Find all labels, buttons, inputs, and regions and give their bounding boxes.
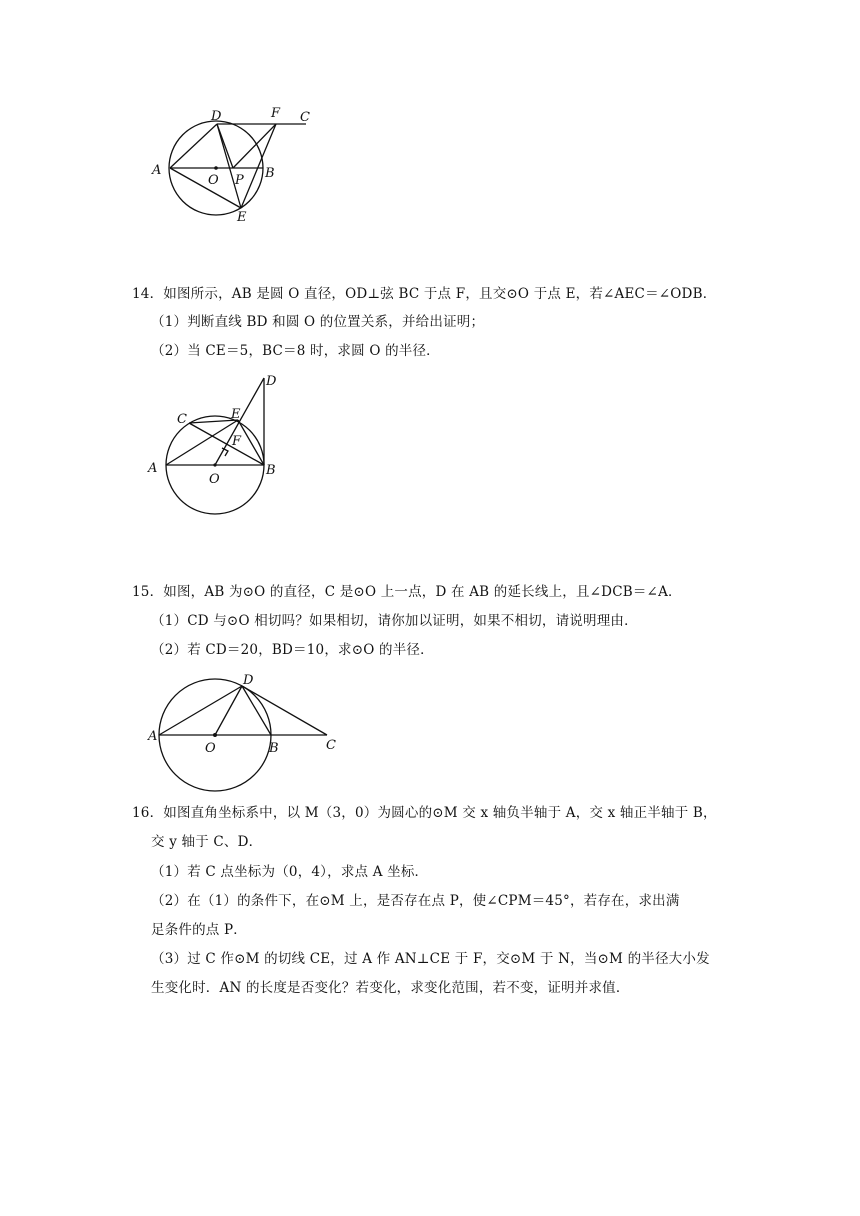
label-o: O [205, 741, 216, 756]
label-c: C [326, 738, 336, 753]
q16-part-2-line-2: 足条件的点 P． [151, 922, 247, 938]
label-b: B [266, 463, 276, 478]
q16-part-2-line-1: （2）在（1）的条件下，在⊙M 上，是否存在点 P，使∠CPM＝45°，若存在，求出满 [151, 893, 680, 909]
q15-part-2: （2）若 CD＝20，BD＝10，求⊙O 的半径． [151, 642, 434, 658]
q16-part-3-line-1: （3）过 C 作⊙M 的切线 CE，过 A 作 AN⊥CE 于 F，交⊙M 于 N，当⊙M 的半径大小发 [151, 951, 710, 967]
q14-part-1: （1）判断直线 BD 和圆 O 的位置关系，并给出证明； [151, 314, 485, 330]
q16-stem-line-2: 交 y 轴于 C、D． [151, 834, 263, 850]
label-d: D [243, 673, 254, 688]
label-d: D [266, 374, 277, 389]
q16-stem-line-1: 16．如图直角坐标系中，以 M（3，0）为圆心的⊙M 交 x 轴负半轴于 A，交 x 轴正半轴于 B， [132, 805, 717, 821]
center-point-o [213, 463, 216, 466]
label-b: B [265, 166, 275, 181]
label-c: C [177, 412, 187, 427]
figure-q14 [140, 368, 300, 528]
label-e: E [237, 210, 247, 225]
line-fp [233, 124, 276, 168]
label-e: E [231, 407, 241, 422]
label-o: O [209, 472, 220, 487]
q14-part-2: （2）当 CE＝5，BC＝8 时，求圆 O 的半径． [151, 343, 440, 359]
label-f: F [271, 106, 281, 121]
line-dc [242, 686, 327, 735]
label-d: D [211, 109, 222, 124]
label-p: P [235, 173, 244, 188]
label-a: A [148, 461, 158, 476]
label-f: F [232, 434, 242, 449]
label-c: C [300, 110, 310, 125]
figure-q15 [140, 668, 350, 798]
line-ae [170, 168, 241, 208]
line-dp [217, 124, 233, 168]
figure-q13-svg [140, 100, 340, 230]
figure-q13 [140, 100, 340, 230]
line-ad [159, 686, 242, 735]
center-point-o [214, 166, 218, 170]
q16-part-3-line-2: 生变化时．AN 的长度是否变化？若变化，求变化范围，若不变，证明并求值． [151, 980, 630, 996]
line-ad [170, 124, 217, 168]
label-a: A [148, 729, 158, 744]
line-bd [242, 686, 271, 735]
label-o: O [208, 173, 219, 188]
center-point-o [213, 733, 217, 737]
figure-q14-svg [140, 368, 300, 528]
q14-stem: 14．如图所示，AB 是圆 O 直径，OD⊥弦 BC 于点 F，且交⊙O 于点 E，若∠AEC＝∠ODB． [132, 286, 717, 302]
label-b: B [269, 741, 279, 756]
figure-q15-svg [140, 668, 350, 798]
line-de [217, 124, 241, 208]
label-a: A [152, 163, 162, 178]
q16-part-1: （1）若 C 点坐标为（0，4），求点 A 坐标． [151, 864, 429, 880]
q15-stem: 15．如图，AB 为⊙O 的直径，C 是⊙O 上一点，D 在 AB 的延长线上，且∠DCB＝∠A． [132, 584, 682, 600]
q15-part-1: （1）CD 与⊙O 相切吗？如果相切，请你加以证明，如果不相切，请说明理由． [151, 613, 638, 629]
